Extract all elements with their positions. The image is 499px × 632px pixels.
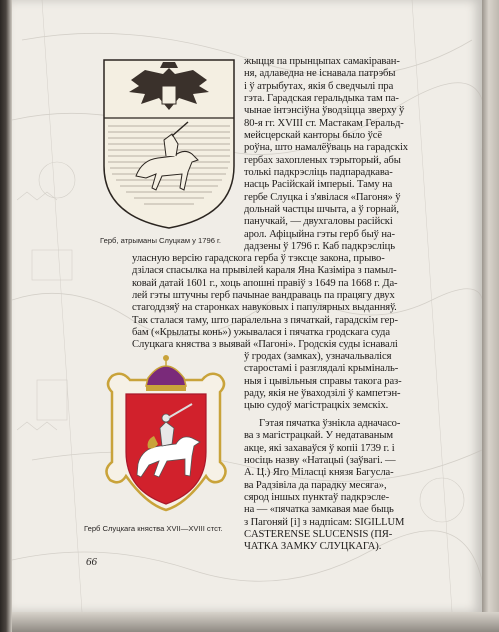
text-line: і ў атрыбутах, якія б сведчылі пра (244, 80, 394, 92)
text-line: сярод іншых пунктаў падкрэсле- (244, 492, 390, 504)
text-line: дольнай частцы шчыта, а ў горнай, (244, 204, 399, 216)
text-line: панучкай, — двухгаловы расійскі (244, 216, 393, 228)
text-line: чынае інтэнсіўна ўводзіцца зверху ў (244, 105, 405, 117)
text-line: мейсцерскай канторы было ўсё (244, 130, 383, 142)
text-line: уласную версію гарадскога герба ў тэксце закона, прыво- (132, 253, 385, 264)
text-line: арол. Афіцыйна гэты герб быў на- (244, 228, 395, 240)
text-line: толькі падкрэсліць падпарадкава- (244, 167, 393, 179)
body-text-right-bottom (244, 351, 472, 413)
text-line: лей гэты штучны герб пачынае вандраваць па працягу двух (132, 290, 395, 302)
text-line: Гэтая пячатка ўзнікла адначасо- (259, 418, 401, 429)
text-line: бам («Крылаты конь») ужывалася і пячатка гродскага суда (132, 327, 390, 339)
slutsk-principality-coat-of-arms (102, 352, 230, 520)
slutsk-coat-of-arms-1796 (100, 56, 238, 232)
body-text-right-top (244, 56, 472, 254)
text-line: ў гродах (замках), узначальваліся (244, 351, 392, 362)
text-line: Так сталася таму, што паралельна з пячаткай, гарадскім гер- (132, 314, 398, 326)
page-number: 66 (86, 556, 97, 568)
text-line: цыю судоў магістрацкіх земскіх. (244, 400, 389, 412)
text-line: дадзены ў 1796 г. Каб падкрэсліць (244, 241, 395, 253)
text-line: ковай датай 1601 г., хоць апошні правіў з 1649 па 1668 г. Да- (132, 277, 398, 289)
page-bottom-edge (12, 612, 499, 632)
text-line: старостамі і разглядалі крыміналь- (244, 363, 399, 375)
text-line: жыцця па прынцыпах самакіраван- (244, 56, 400, 67)
text-line: на — «пячатка замкавая мае быць (244, 504, 394, 516)
text-line: ЧАТКА ЗАМКУ СЛУЦКАГА). (244, 541, 382, 553)
text-line: раду, якія не ўваходзілі ў кампетэн- (244, 388, 401, 400)
book-page (12, 0, 482, 612)
text-line: дзілася спасылка на прывілей караля Яна Казіміра з памыл- (132, 265, 397, 277)
text-line: гэта. Гарадская геральдыка там па- (244, 93, 399, 105)
text-line: гербе Слуцка і з'явілася «Пагоня» ў (244, 191, 401, 203)
body-text-middle (132, 253, 472, 352)
text-line: ва з магістрацкай. У недатаваным (244, 430, 393, 442)
text-line: 80-я гг. XVIII ст. Мастакам Геральд- (244, 117, 404, 129)
text-line: акце, які захаваўся ў копіі 1739 г. і (244, 442, 395, 454)
text-line: гербах захопленых тэрыторый, абы (244, 154, 401, 166)
text-line: А. Ц.) Яго Міласці князя Багусла- (244, 467, 394, 479)
text-line: з Пагоняй [і] з надпісам: SIGILLUM (244, 516, 405, 528)
figure-caption-bottom: Герб Слуцкага княства XVII—XVIII стст. (84, 524, 223, 533)
text-line: ва Радзівіла да парадку месяга», (244, 479, 387, 491)
text-line: роўна, што намалёўваць на гарадскіх (244, 142, 408, 154)
figure-caption-top: Герб, атрыманы Слуцкам у 1796 г. (100, 236, 222, 245)
text-line: насць Расійскай імперыі. Таму на (244, 179, 393, 191)
text-line: ня, адлаведна не існавала патрэбы (244, 68, 396, 80)
text-line: стагоддзяў на старонках навуковых і папулярных выданняў. (132, 302, 397, 314)
page-stack-edge (482, 0, 499, 632)
text-line: ныя і цывільныя справы такога раз- (244, 375, 402, 387)
body-text-lower (244, 418, 472, 554)
text-line: CASTERENSE SLUCENSIS (ПЯ- (244, 529, 393, 541)
text-line: носіць назву «Натацыі (заўвагі. — (244, 455, 396, 467)
text-line: Слуцкага княства з выявай «Пагоні». Гродскія суды існавалі (132, 339, 398, 351)
